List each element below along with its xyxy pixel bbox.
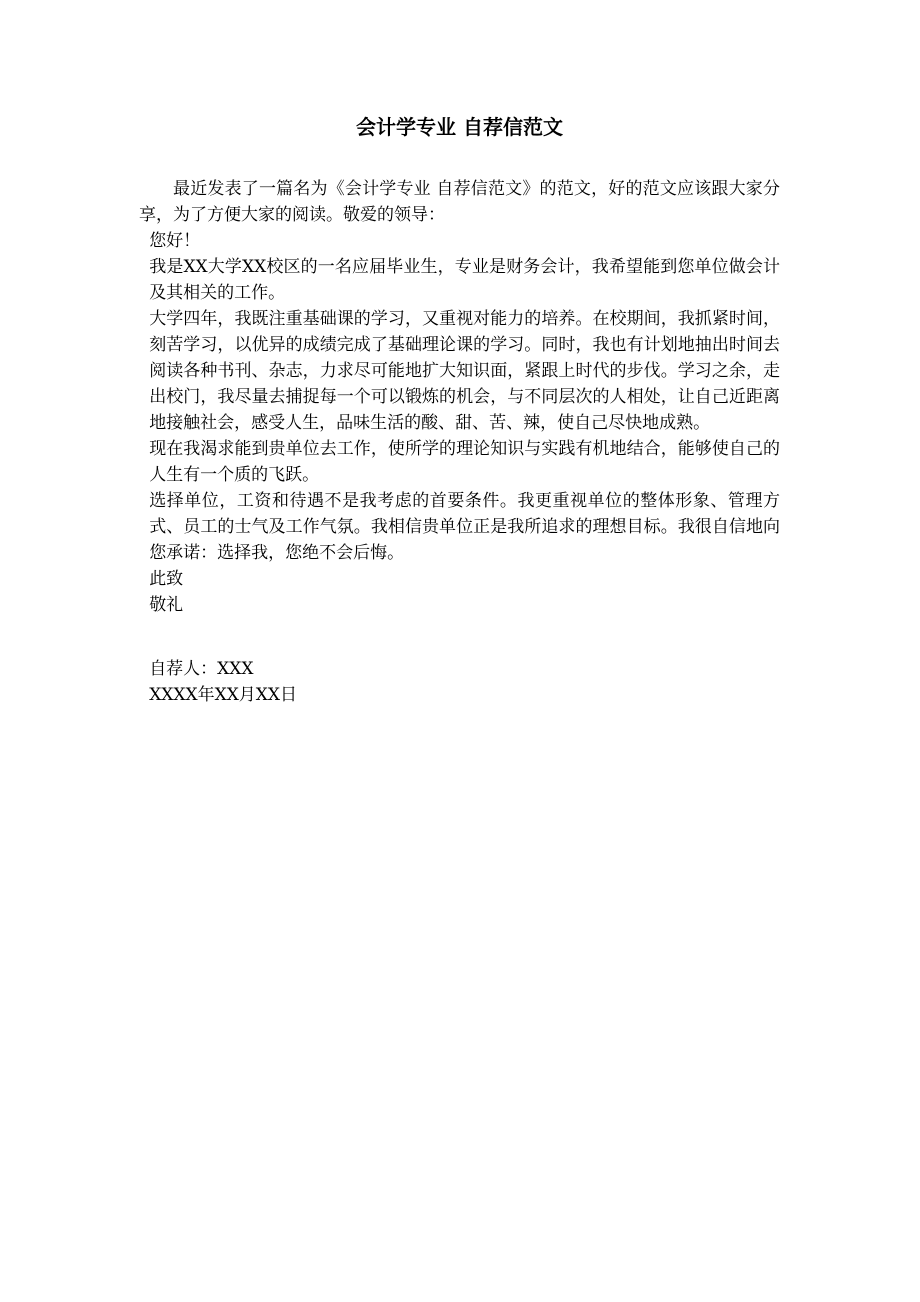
document-title: 会计学专业 自荐信范文 (356, 115, 563, 139)
date-line: XXXX年XX月XX日 (149, 685, 298, 705)
body-paragraph-3: 现在我渴求能到贵单位去工作，使所学的理论知识与实践有机地结合，能够使自己的人生有一个质的飞跃。 (149, 439, 780, 485)
closing-line-1: 此致 (149, 569, 184, 589)
greeting-line: 您好！ (149, 231, 201, 251)
signature-line: 自荐人：XXX (149, 659, 254, 679)
body-paragraph-1: 我是XX大学XX校区的一名应届毕业生，专业是财务会计，我希望能到您单位做会计及其相关的工作。 (149, 257, 780, 303)
blank-spacer (139, 618, 780, 656)
body-paragraph-4: 选择单位，工资和待遇不是我考虑的首要条件。我更重视单位的整体形象、管理方式、员工的士气及工作气氛。我相信贵单位正是我所追求的理想目标。我很自信地向您承诺：选择我，您绝不会后悔。 (149, 491, 780, 563)
closing-line-2: 敬礼 (149, 595, 184, 615)
intro-paragraph: 最近发表了一篇名为《会计学专业 自荐信范文》的范文，好的范文应该跟大家分享，为了方便大家的阅读。敬爱的领导： (139, 179, 780, 225)
letter-body (139, 176, 780, 708)
body-paragraph-2: 大学四年，我既注重基础课的学习，又重视对能力的培养。在校期间，我抓紧时间，刻苦学习，以优异的成绩完成了基础理论课的学习。同时，我也有计划地抽出时间去阅读各种书刊、杂志，力求尽可能地扩大知识面，紧跟上时代的步伐。学习之余，走出校门，我尽量去捕捉每一个可以锻炼的机会，与不同层次的人相处，让自己近距离地接触社会，感受人生，品味生活的酸、甜、苦、辣，使自己尽快地成熟。 (149, 309, 780, 433)
